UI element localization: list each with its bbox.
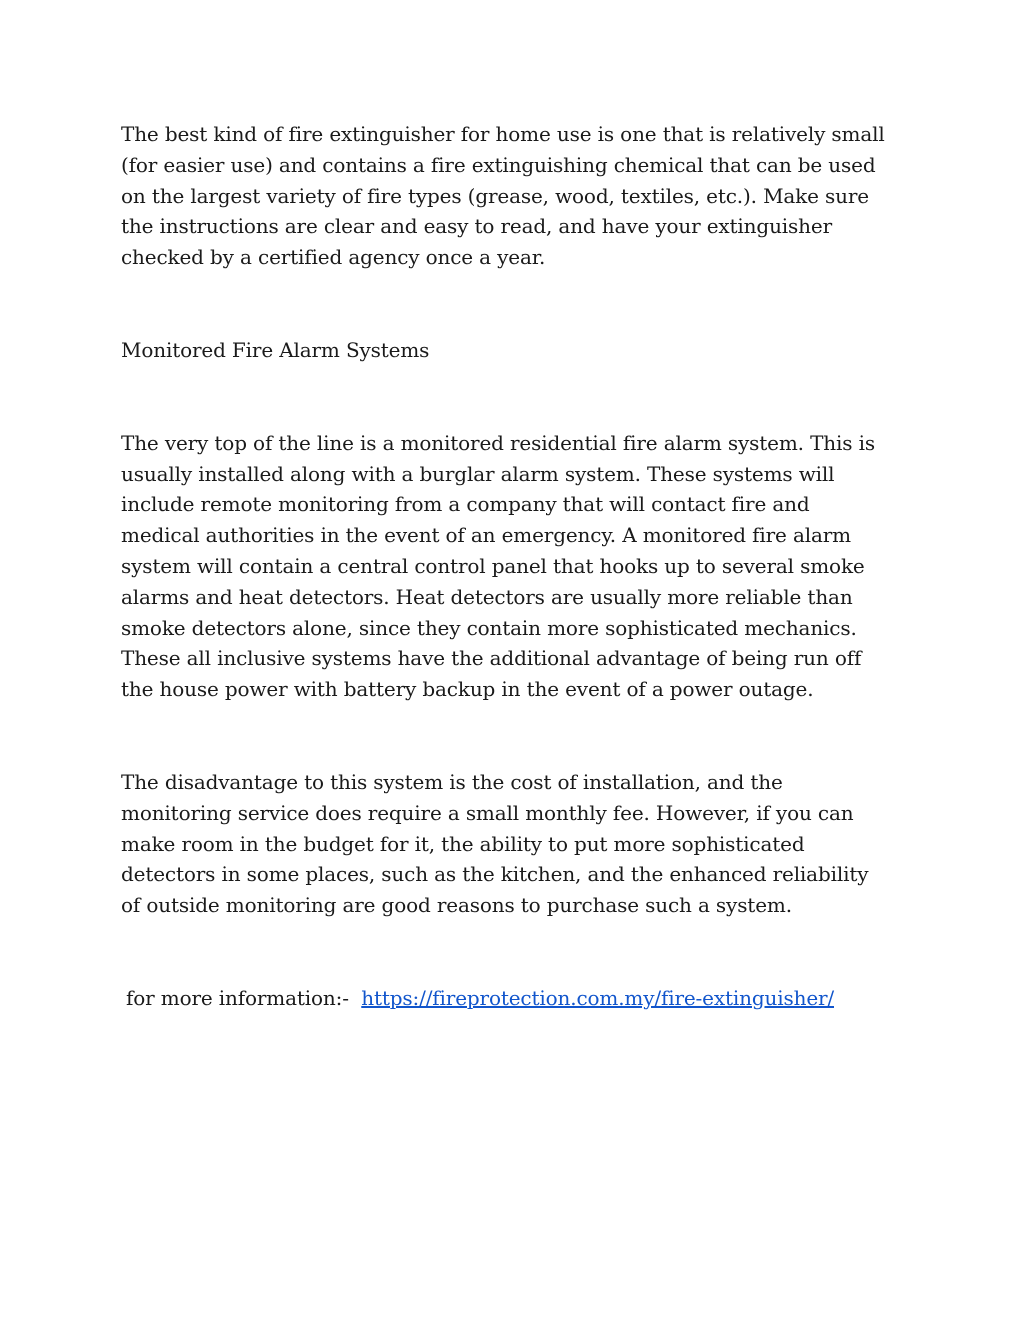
- paragraph-extinguisher: The best kind of fire extinguisher for home use is one that is relatively small (for easier use) and contains a fire extinguishing chemical that can be used on the largest variety of fire types (grease, wood, textiles, etc.). Make sure the instructions are clear and easy to read, and have your extinguisher checked by a certified agency once a year.: [121, 122, 885, 270]
- more-info-link[interactable]: https://fireprotection.com.my/fire-extinguisher/: [361, 985, 834, 1010]
- more-info-line: [121, 983, 911, 1014]
- more-info-label: for more information:-: [126, 985, 349, 1010]
- paragraph-monitored-systems: The very top of the line is a monitored residential fire alarm system. This is usually installed along with a burglar alarm system. These systems will include remote monitoring from a company that will contact fire and medical authorities in the event of an emergency. A monitored fire alarm system will contain a central control panel that hooks up to several smoke alarms and heat detectors. Heat detectors are usually more reliable than smoke detectors alone, since they contain more sophisticated mechanics. These all inclusive systems have the additional advantage of being run off the house power with battery backup in the event of a power outage.: [121, 430, 875, 702]
- section-heading: Monitored Fire Alarm Systems: [121, 337, 430, 362]
- document-page: [121, 119, 911, 1014]
- paragraph-disadvantage: The disadvantage to this system is the cost of installation, and the monitoring service does require a small monthly fee. However, if you can make room in the budget for it, the ability to put more sophisticated detectors in some places, such as the kitchen, and the enhanced reliability of outside monitoring are good reasons to purchase such a system.: [121, 769, 869, 918]
